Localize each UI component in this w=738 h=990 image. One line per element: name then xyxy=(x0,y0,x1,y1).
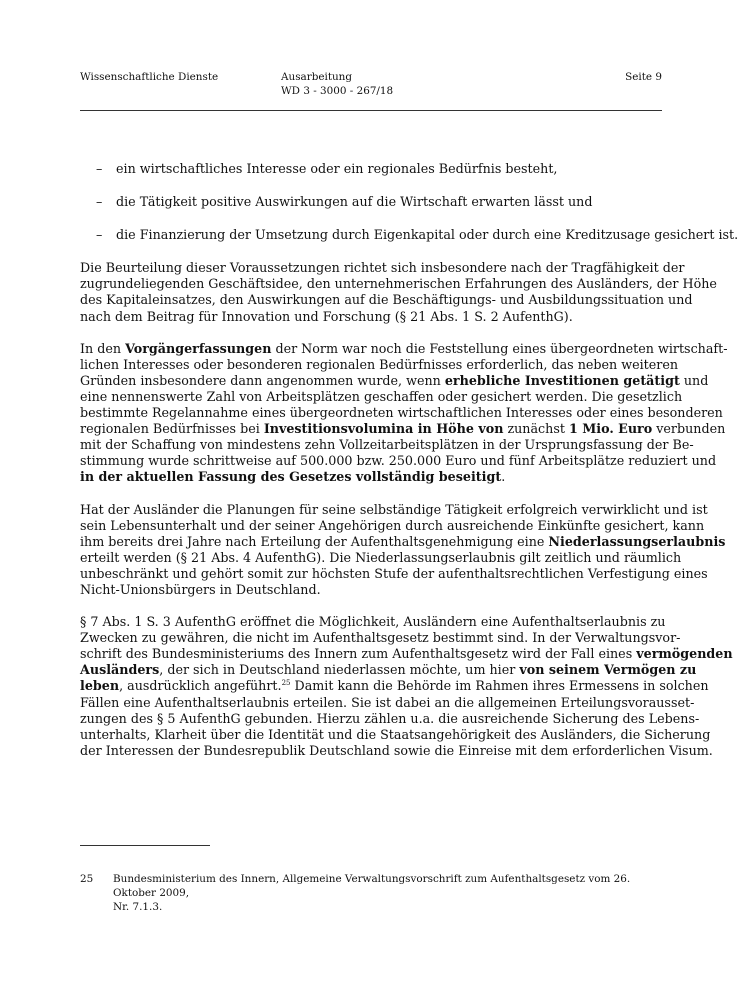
text-line: unbeschränkt und gehört somit zur höchsten Stufe der aufenthaltsrechtlichen Verfestigung eines xyxy=(80,565,708,581)
text-line: Ausländers, der sich in Deutschland niederlassen möchte, um hier von seinem Vermögen zu xyxy=(80,662,697,678)
header-doc-type: Ausarbeitung xyxy=(281,71,353,83)
footnote-reference[interactable]: 25 xyxy=(281,679,291,688)
header-document-info xyxy=(281,70,393,98)
text-line: Gründen insbesondere dann angenommen wurde, wenn erhebliche Investitionen getätigt und xyxy=(80,372,709,388)
footnote xyxy=(80,872,662,914)
text-line: schrift des Bundesministeriums des Innern zum Aufenthaltsgesetz wird der Fall eines vermögenden xyxy=(80,646,733,662)
footnote-text xyxy=(113,872,662,914)
header-divider xyxy=(80,110,662,111)
text-line: in der aktuellen Fassung des Gesetzes vollständig beseitigt. xyxy=(80,469,506,485)
footnote-divider xyxy=(80,845,210,846)
footnote-line: Bundesministerium des Innern, Allgemeine Verwaltungsvorschrift zum Aufenthaltsgesetz vom 26. Oktober 2009, xyxy=(113,873,631,899)
text-line: In den Vorgängerfassungen der Norm war noch die Feststellung eines übergeordneten wirtschaft- xyxy=(80,340,728,356)
paragraph-residence-permit xyxy=(80,614,733,759)
text-line: zungen des § 5 AufenthG gebunden. Hierzu zählen u.a. die ausreichende Sicherung des Lebens- xyxy=(80,710,700,726)
text-line: ihm bereits drei Jahre nach Erteilung der Aufenthaltsgenehmigung eine Niederlassungserlaubnis xyxy=(80,533,726,549)
footnote-line: Nr. 7.1.3. xyxy=(113,901,163,913)
text-line: regionalen Bedürfnisses bei Investitionsvolumina in Höhe von zunächst 1 Mio. Euro verbunden xyxy=(80,421,726,437)
dash-bullet: – xyxy=(96,161,103,176)
list-item xyxy=(80,227,738,243)
page-header xyxy=(80,70,662,100)
paragraph-settlement-permit xyxy=(80,501,726,599)
text-line: erteilt werden (§ 21 Abs. 4 AufenthG). Die Niederlassungserlaubnis gilt zeitlich und räumlich xyxy=(80,549,682,565)
text-line: des Kapitaleinsatzes, den Auswirkungen auf die Beschäftigungs- und Ausbildungssituation und xyxy=(80,292,693,308)
text-line: nach dem Beitrag für Innovation und Forschung (§ 21 Abs. 1 S. 2 AufenthG). xyxy=(80,308,573,324)
text-line: zugrundeliegenden Geschäftsidee, den unternehmerischen Erfahrungen des Ausländers, der Höhe xyxy=(80,276,717,292)
header-page-number: Seite 9 xyxy=(625,71,662,83)
text-line: stimmung wurde schrittweise auf 500.000 bzw. 250.000 Euro und fünf Arbeitsplätze reduziert und xyxy=(80,453,717,469)
text-line: unterhalts, Klarheit über die Identität und die Staatsangehörigkeit des Ausländers, die Sicherung xyxy=(80,726,711,742)
dash-bullet: – xyxy=(96,227,103,243)
footnote-number: 25 xyxy=(80,873,94,885)
header-doc-number: WD 3 - 3000 - 267/18 xyxy=(281,85,394,97)
list-item-text: ein wirtschaftliches Interesse oder ein regionales Bedürfnis besteht, xyxy=(116,161,558,176)
text-line: bestimmte Regelannahme eines übergeordneten wirtschaftlichen Interesses oder eines besonderen xyxy=(80,405,723,421)
text-line: eine nennenswerte Zahl von Arbeitsplätzen geschaffen oder gesichert werden. Die gesetzlich xyxy=(80,388,683,404)
text-line: sein Lebensunterhalt und der seiner Angehörigen durch ausreichende Einkünfte gesichert, kann xyxy=(80,517,705,533)
text-line: lichen Interesses oder besonderen regionalen Bedürfnisses erforderlich, das neben weiteren xyxy=(80,356,679,372)
main-content xyxy=(80,161,738,775)
header-organization: Wissenschaftliche Dienste xyxy=(80,71,219,83)
text-line: § 7 Abs. 1 S. 3 AufenthG eröffnet die Möglichkeit, Ausländern eine Aufenthaltserlaubnis zu xyxy=(80,614,666,630)
list-item xyxy=(80,194,662,210)
text-line: mit der Schaffung von mindestens zehn Vollzeitarbeitsplätzen in der Ursprungsfassung der Be- xyxy=(80,437,694,453)
paragraph-previous-versions xyxy=(80,340,728,486)
paragraph-assessment xyxy=(80,260,717,324)
text-line: Nicht-Unionsbürgers in Deutschland. xyxy=(80,581,321,597)
list-item-text: die Tätigkeit positive Auswirkungen auf die Wirtschaft erwarten lässt und xyxy=(116,194,593,210)
text-line: Hat der Ausländer die Planungen für seine selbständige Tätigkeit erfolgreich verwirklicht und ist xyxy=(80,501,708,517)
text-line: Zwecken zu gewähren, die nicht im Aufenthaltsgesetz bestimmt sind. In der Verwaltungsvor- xyxy=(80,630,681,646)
text-line: der Interessen der Bundesrepublik Deutschland sowie die Einreise mit dem erforderlichen Visum. xyxy=(80,742,713,758)
requirements-list xyxy=(80,161,738,243)
text-line: Die Beurteilung dieser Voraussetzungen richtet sich insbesondere nach der Tragfähigkeit der xyxy=(80,260,685,276)
text-line: Fällen eine Aufenthaltserlaubnis erteilen. Sie ist dabei an die allgemeinen Erteilungsvorausset- xyxy=(80,694,695,710)
text-line: leben, ausdrücklich angeführt.$^{25}$ Damit kann die Behörde im Rahmen ihres Ermessens in solchen xyxy=(80,678,709,694)
dash-bullet: – xyxy=(96,194,103,210)
list-item xyxy=(80,161,662,177)
list-item-text: die Finanzierung der Umsetzung durch Eigenkapital oder durch eine Kreditzusage gesichert ist. xyxy=(116,227,738,243)
